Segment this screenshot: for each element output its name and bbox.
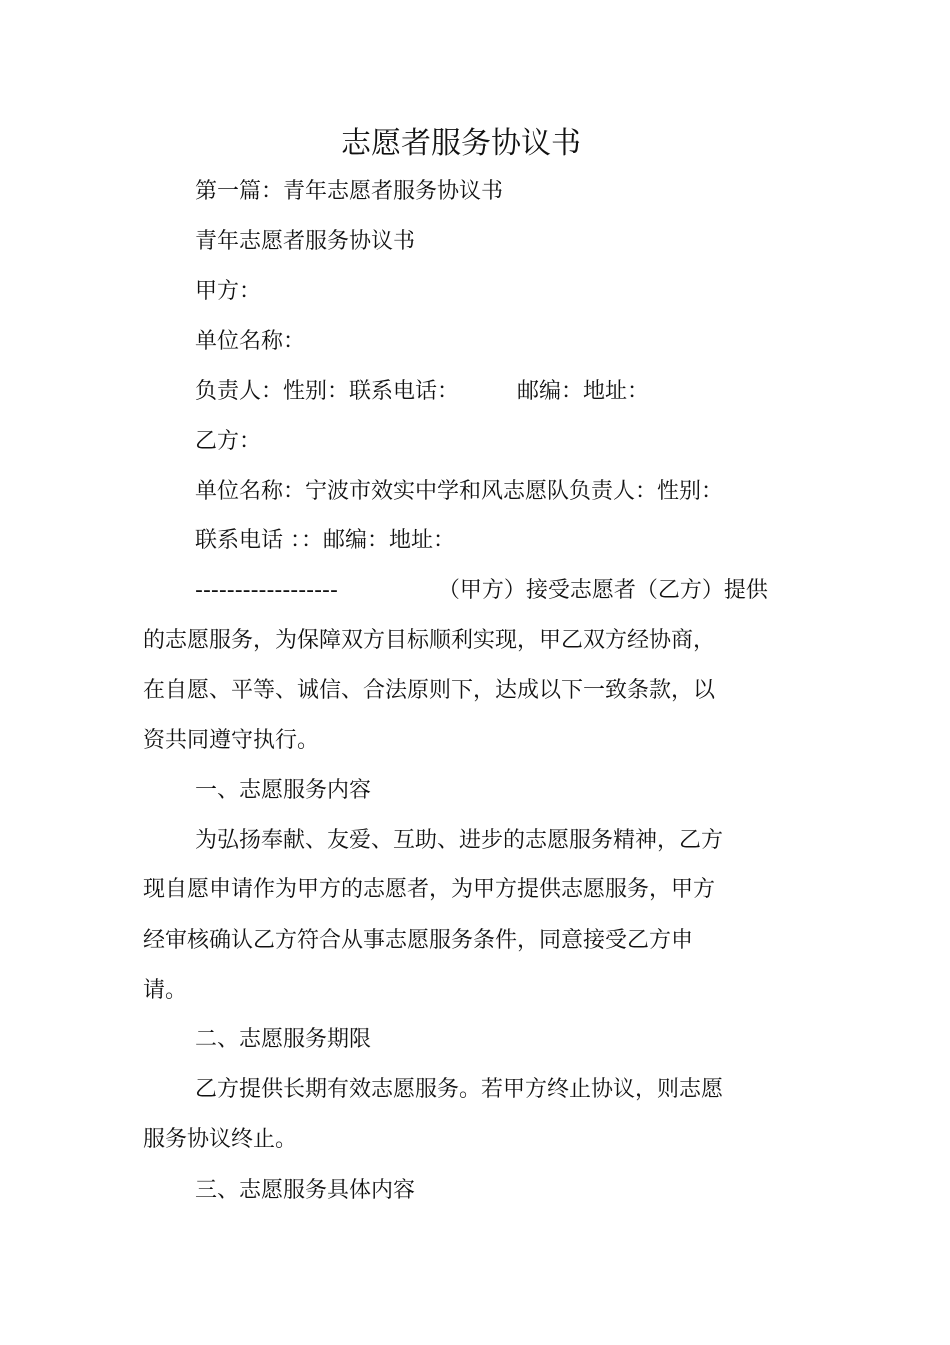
blank-fill-dashes: ------------------	[195, 578, 338, 603]
section-1-line-4: 请。	[143, 978, 188, 1003]
party-a-address-fields: 邮编：地址：	[517, 379, 650, 404]
party-a-contact-line	[195, 376, 649, 408]
section-2-line-1: 乙方提供长期有效志愿服务。若甲方终止协议，则志愿	[195, 1077, 724, 1102]
document-title: 志愿者服务协议书	[341, 126, 581, 161]
section-1-line-2: 现自愿申请作为甲方的志愿者，为甲方提供志愿服务，甲方	[143, 877, 716, 902]
party-a-contact-fields: 负责人：性别：联系电话：	[195, 379, 460, 404]
preamble-first-line	[195, 575, 768, 607]
preamble-line-4: 资共同遵守执行。	[143, 728, 320, 753]
section-1-line-1: 为弘扬奉献、友爱、互助、进步的志愿服务精神，乙方	[195, 828, 724, 853]
section-heading-2: 二、志愿服务期限	[195, 1027, 372, 1052]
section-heading-1: 一、志愿服务内容	[195, 778, 372, 803]
party-a-unit-name: 单位名称：	[195, 329, 306, 354]
preamble-text: （甲方）接受志愿者（乙方）提供	[437, 578, 768, 603]
party-b-label: 乙方：	[195, 429, 262, 454]
party-b-unit-name: 单位名称：宁波市效实中学和风志愿队负责人：性别：	[195, 479, 724, 504]
preamble-line-3: 在自愿、平等、诚信、合法原则下，达成以下一致条款，以	[143, 678, 716, 703]
section-heading-3: 三、志愿服务具体内容	[195, 1178, 416, 1203]
party-a-label: 甲方：	[195, 279, 262, 304]
preamble-line-2: 的志愿服务，为保障双方目标顺利实现，甲乙双方经协商，	[143, 628, 716, 653]
subtitle-line: 青年志愿者服务协议书	[195, 229, 416, 254]
chapter-heading: 第一篇：青年志愿者服务协议书	[195, 179, 504, 204]
section-1-line-3: 经审核确认乙方符合从事志愿服务条件，同意接受乙方申	[143, 928, 694, 953]
section-2-line-2: 服务协议终止。	[143, 1127, 298, 1152]
party-b-contact-line: 联系电话 ：：邮编：地址：	[195, 528, 455, 553]
